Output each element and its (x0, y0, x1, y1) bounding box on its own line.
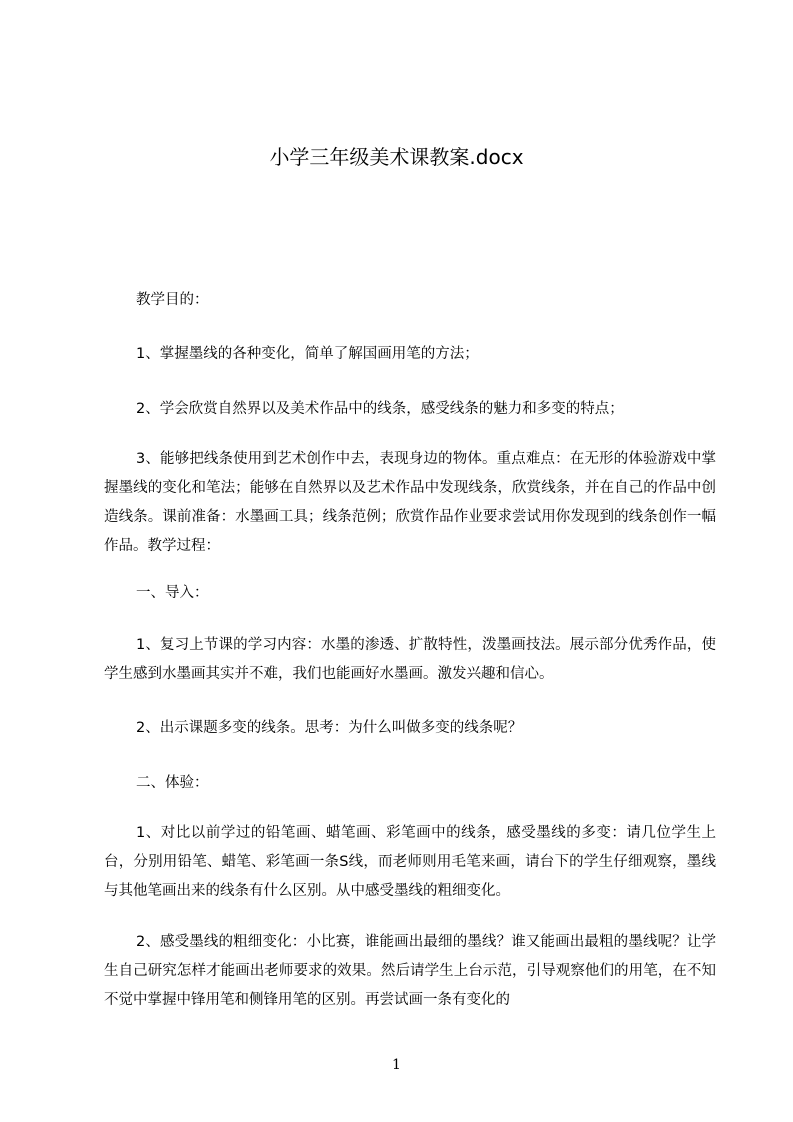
paragraph-objective-2: 2、学会欣赏自然界以及美术作品中的线条，感受线条的魅力和多变的特点； (136, 401, 624, 417)
document-title: 小学三年级美术课教案.docx (269, 145, 524, 169)
page-number: 1 (392, 1057, 401, 1073)
paragraph-intro-2: 2、出示课题多变的线条。思考：为什么叫做多变的线条呢？ (136, 720, 523, 736)
paragraph-objective-1: 1、掌握墨线的各种变化，简单了解国画用笔的方法； (136, 346, 479, 362)
paragraph-section-intro: 一、导入： (136, 585, 209, 601)
paragraph-experience-1: 1、对比以前学过的铅笔画、蜡笔画、彩笔画中的线条，感受墨线的多变：请几位学生上台，分别用铅笔、蜡笔、彩笔画一条S线，而老师则用毛笔来画，请台下的学生仔细观察，墨线与其他笔画出来的线条有什么区别。从中感受墨线的粗细变化。 (104, 825, 716, 899)
paragraph-intro-1: 1、复习上节课的学习内容：水墨的渗透、扩散特性，泼墨画技法。展示部分优秀作品，使学生感到水墨画其实并不难，我们也能画好水墨画。激发兴趣和信心。 (104, 637, 716, 682)
paragraph-objective-3: 3、能够把线条使用到艺术创作中去，表现身边的物体。重点难点：在无形的体验游戏中掌握墨线的变化和笔法；能够在自然界以及艺术作品中发现线条，欣赏线条，并在自己的作品中创造线条。课前准备：水墨画工具；线条范例；欣赏作品作业要求尝试用你发现到的线条创作一幅作品。教学过程： (104, 451, 716, 554)
paragraph-objectives-heading: 教学目的： (136, 292, 209, 308)
paragraph-section-experience: 二、体验： (136, 775, 209, 791)
paragraph-experience-2: 2、感受墨线的粗细变化：小比赛，谁能画出最细的墨线？谁又能画出最粗的墨线呢？让学生自己研究怎样才能画出老师要求的效果。然后请学生上台示范，引导观察他们的用笔，在不知不觉中掌握中锋用笔和侧锋用笔的区别。再尝试画一条有变化的 (104, 934, 716, 1008)
